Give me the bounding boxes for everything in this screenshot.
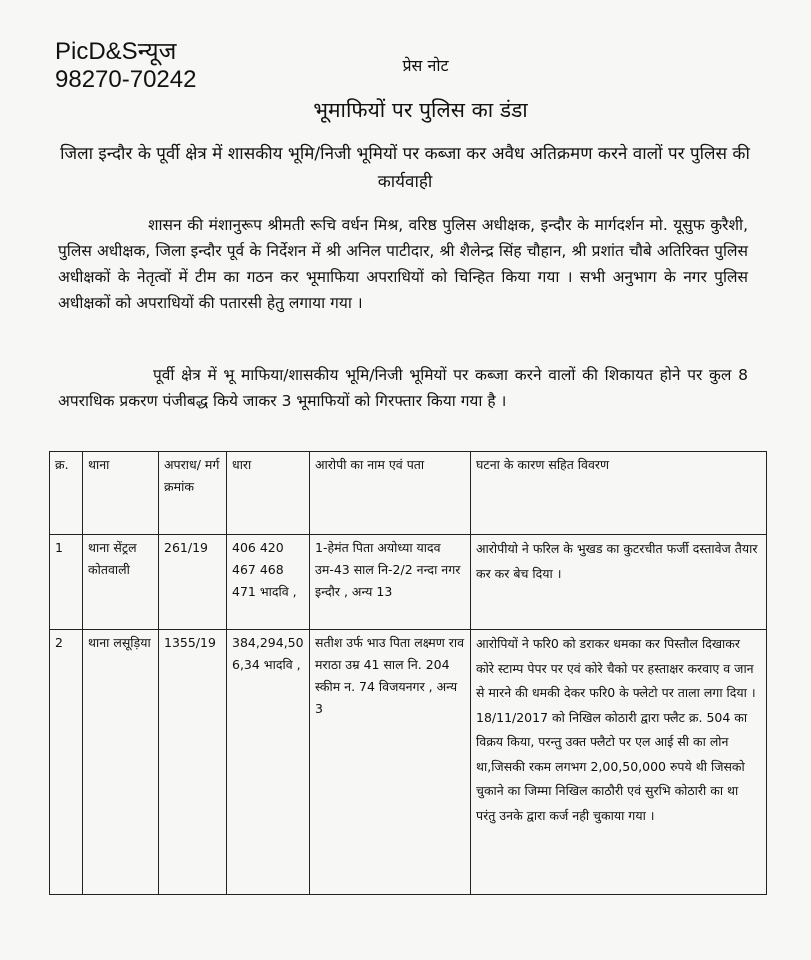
table-header-row xyxy=(50,452,767,535)
header-station: थाना xyxy=(83,452,159,535)
subheading: जिला इन्दौर के पूर्वी क्षेत्र में शासकीय भूमि/निजी भूमियों पर कब्जा कर अवैध अतिक्रमण करने वालों पर पुलिस की कार्यवाही xyxy=(60,144,750,192)
press-note-label: प्रेस नोट xyxy=(402,56,449,75)
cell-crime-no: 261/19 xyxy=(159,535,227,630)
paragraph-1: शासन की मंशानुरूप श्रीमती रूचि वर्धन मिश्र, वरिष्ठ पुलिस अधीक्षक, इन्दौर के मार्गदर्शन मो. यूसुफ कुरैशी, पुलिस अधीक्षक, जिला इन्दौर पूर्व के निर्देशन में श्री अनिल पाटीदार, श्री शैलेन्द्र सिंह चौहान, श्री प्रशांत चौबे अतिरिक्त पुलिस अधीक्षकों के नेतृत्वों में टीम का गठन कर भूमाफिया अपराधियों को चिन्हित किया गया । सभी अनुभाग के नगर पुलिस अधीक्षकों को अपराधियों की पतारसी हेतु लगाया गया । xyxy=(58,216,748,312)
cell-section: 384,294,506,34 भादवि , xyxy=(227,630,310,895)
cell-section: 406 420 467 468 471 भादवि , xyxy=(227,535,310,630)
header-accused: आरोपी का नाम एवं पता xyxy=(310,452,471,535)
table-row xyxy=(50,630,767,895)
cell-incident: आरोपीयो ने फरिल के भुखड का कुटरचीत फर्जी दस्तावेज तैयार कर कर बेच दिया । xyxy=(471,535,767,630)
table-row xyxy=(50,535,767,630)
cell-station: थाना सेंट्रल कोतवाली xyxy=(83,535,159,630)
cell-accused: सतीश उर्फ भाउ पिता लक्ष्मण राव मराठा उम्र 41 साल नि. 204 स्कीम न. 74 विजयनगर , अन्य 3 xyxy=(310,630,471,895)
watermark-name: PicD&Sन्यूज xyxy=(55,38,177,65)
header-sno: क्र. xyxy=(50,452,83,535)
cell-station: थाना लसूड़िया xyxy=(83,630,159,895)
cell-sno: 2 xyxy=(50,630,83,895)
headline: भूमाफियों पर पुलिस का डंडा xyxy=(313,98,528,122)
header-crime-no: अपराध/ मर्ग क्रमांक xyxy=(159,452,227,535)
cell-incident: आरोपियों ने फरि0 को डराकर धमका कर पिस्तौल दिखाकर कोरे स्टाम्प पेपर पर एवं कोरे चैको पर हस्ताक्षर करवाए व जान से मारने की धमकी देकर फरि0 के फ्लेटो पर ताला लगा दिया । 18/11/2017 को निखिल कोठारी द्वारा फ्लैट क्र. 504 का विक्रय किया, परन्तु उक्त फ्लैटो पर एल आई सी का लोन था,जिसकी रकम लगभग 2,00,50,000 रुपये थी जिसको चुकाने का जिम्मा निखिल काठौरी एवं सुरभि कोठारी का था परंतु उनके द्वारा कर्ज नही चुकाया गया । xyxy=(471,630,767,895)
cell-crime-no: 1355/19 xyxy=(159,630,227,895)
watermark-phone: 98270-70242 xyxy=(55,66,197,93)
header-incident: घटना के कारण सहित विवरण xyxy=(471,452,767,535)
cell-sno: 1 xyxy=(50,535,83,630)
paragraph-2: पूर्वी क्षेत्र में भू माफिया/शासकीय भूमि/निजी भूमियों पर कब्जा करने वालों की शिकायत होने पर कुल 8 अपराधिक प्रकरण पंजीबद्ध किये जाकर 3 भूमाफियों को गिरफ्तार किया गया है । xyxy=(58,366,748,410)
cases-table xyxy=(49,451,767,895)
cell-accused: 1-हेमंत पिता अयोध्या यादव उम-43 साल नि-2/2 नन्दा नगर इन्दौर , अन्य 13 xyxy=(310,535,471,630)
header-section: धारा xyxy=(227,452,310,535)
